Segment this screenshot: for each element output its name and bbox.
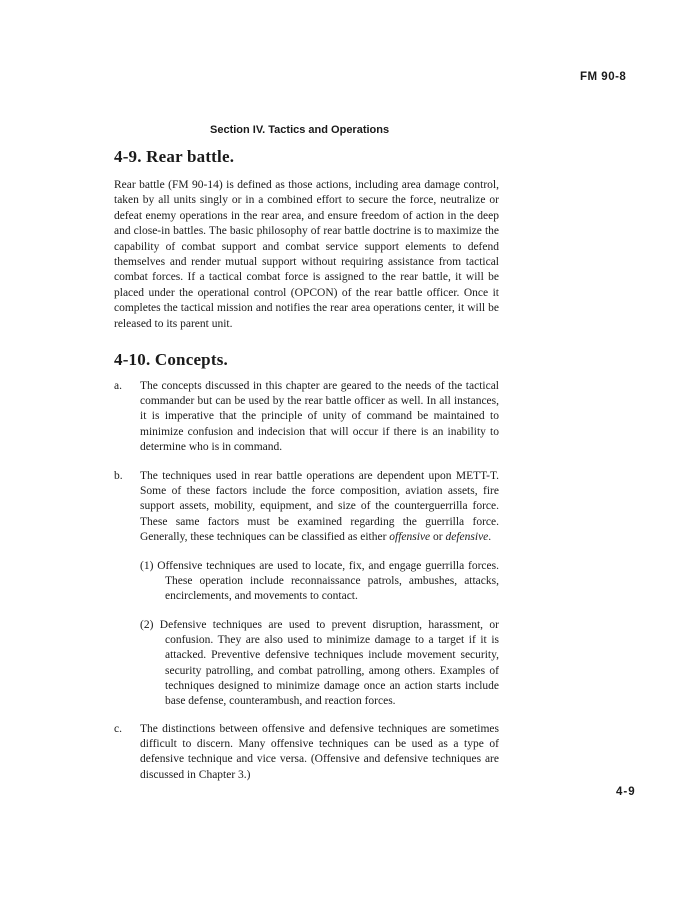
list-label-c: c. [114,723,122,735]
rear-battle-paragraph: Rear battle (FM 90-14) is defined as those actions, including area damage control, taken by all units singly or in a combined effort to secure the force, neutralize or defeat enemy operations in the rear area, and ensure freedom of action in the deep and close-in battles. The basic philosophy of rear battle doctrine is to maximize the capability of combat support and combat service support elements to defend themselves and render mutual support without requiring assistance from tactical combat forces. If a tactical combat force is assigned to the rear battle, it will be placed under the operational control (OPCON) of the rear battle officer. Once it completes the tactical mission and notifies the rear area operations center, it will be released to its parent unit. [114,179,499,330]
heading-rear-battle: 4-9. Rear battle. [114,147,235,166]
list-item-b-end: . [488,530,492,543]
list-item-c: The distinctions between offensive and defensive techniques are sometimes difficult to discern. Many offensive techniques can be used as a type of defensive technique and vice versa. (Offensive and defensive techniques are discussed in Chapter 3.) [140,723,499,781]
list-item-b-text: The techniques used in rear battle operations are dependent upon METT-T. Some of these factors include the force composition, aviation assets, fire support assets, mobility, equipment, and size of the counterguerrilla force. These same factors must be examined regarding the guerrilla force. Generally, these techniques can be classified as either [140,470,499,543]
document-code: FM 90-8 [580,71,627,83]
list-item-b-or: or [430,530,446,543]
sub-item-defensive-techniques: (2) Defensive techniques are used to prevent disruption, harassment, or confusion. They are also used to minimize damage to a target if it is attacked. Preventive defensive techniques include movement security, security patrolling, and combat patrolling, among others. Examples of techniques designed to minimize damage once an action starts include base defense, counterambush, and reaction forces. [140,619,499,708]
term-defensive: defensive [445,530,489,543]
section-title: Section IV. Tactics and Operations [210,124,390,136]
list-item-a: The concepts discussed in this chapter are geared to the needs of the tactical commander but can be used by the rear battle officer as well. In all instances, it is imperative that the principle of unity of command be maintained to minimize confusion and indecision that will occur if there is an inability to determine who is in command. [140,380,499,453]
list-item-b [140,469,499,545]
sub-item-offensive-techniques: (1) Offensive techniques are used to locate, fix, and engage guerrilla forces. These operation include reconnaissance patrols, ambushes, attacks, encirclements, and movements to contact. [140,560,499,603]
heading-concepts: 4-10. Concepts. [114,350,228,369]
page-number: 4-9 [616,786,636,798]
list-label-a: a. [114,380,122,392]
term-offensive: offensive [389,530,431,543]
list-label-b: b. [114,470,123,482]
